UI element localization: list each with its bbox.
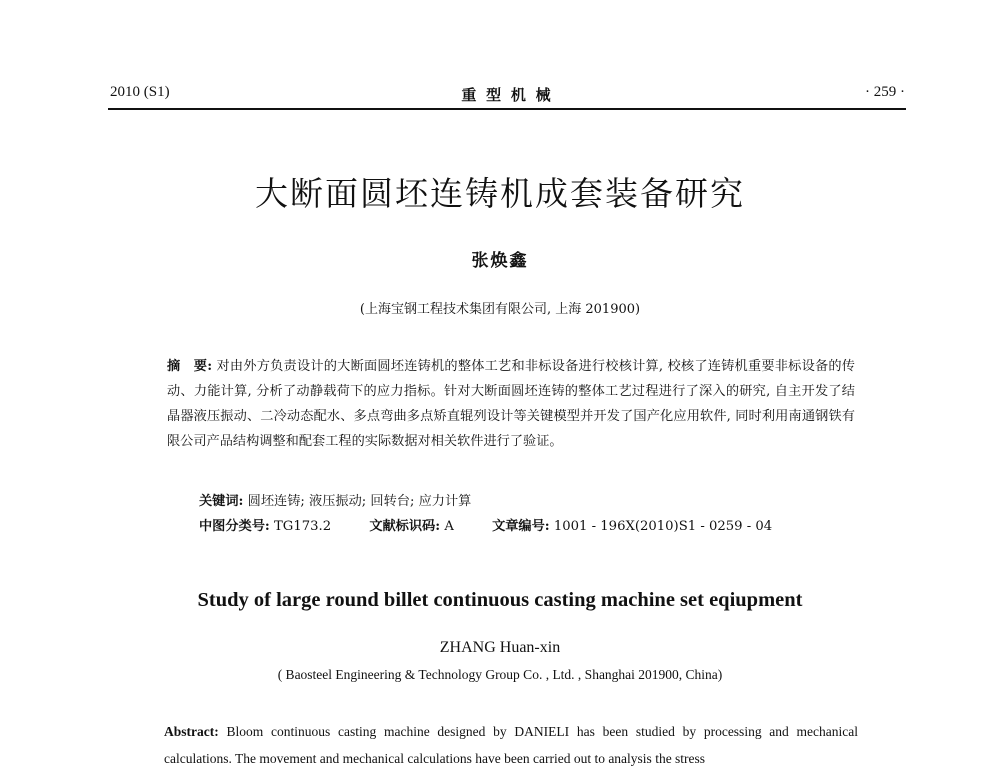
keywords-zh-text: 圆坯连铸; 液压振动; 回转台; 应力计算 bbox=[247, 494, 472, 509]
paper-title-zh: 大断面圆坯连铸机成套装备研究 bbox=[255, 174, 745, 213]
classification-line bbox=[199, 515, 772, 534]
abstract-zh bbox=[167, 354, 855, 454]
journal-name: 重 型 机 械 bbox=[461, 88, 554, 104]
affiliation-en: ( Baosteel Engineering & Technology Group Co. , Ltd. , Shanghai 201900, China) bbox=[277, 667, 723, 682]
clc-code: 中图分类号: TG173.2 bbox=[199, 519, 332, 534]
affiliation-zh: (上海宝钢工程技术集团有限公司, 上海 201900) bbox=[359, 302, 641, 317]
keywords-zh bbox=[199, 490, 471, 509]
article-number: 文章编号: 1001 - 196X(2010)S1 - 0259 - 04 bbox=[492, 519, 773, 534]
document-code: 文献标识码: A bbox=[369, 519, 454, 534]
abstract-zh-label: 摘 要: bbox=[167, 359, 213, 374]
keywords-zh-label: 关键词: bbox=[199, 494, 244, 509]
header-divider bbox=[108, 108, 906, 110]
author-zh: 张焕鑫 bbox=[471, 251, 529, 271]
journal-year-issue: 2010 (S1) bbox=[110, 84, 170, 100]
abstract-en-label: Abstract: bbox=[164, 724, 219, 739]
page-number: · 259 · bbox=[865, 84, 905, 100]
abstract-en bbox=[164, 718, 858, 772]
abstract-en-text: Bloom continuous casting machine designed by DANIELI has been studied by processing and mechanical calculations. The movement and mechanical calculations have been carried out to analysis the stress bbox=[164, 724, 859, 766]
running-header bbox=[110, 84, 905, 106]
abstract-zh-text: 对由外方负责设计的大断面圆坯连铸机的整体工艺和非标设备进行校核计算, 校核了连铸机重要非标设备的传动、力能计算, 分析了动静载荷下的应力指标。针对大断面圆坯连铸的整体工艺过程进行了深入的研究, 自主开发了结晶器液压振动、二冷动态配水、多点弯曲多点矫直辊列设计等关键模型并开发了国产化应用软件, 同时利用南通钢铁有限公司产品结构调整和配套工程的实际数据对相关软件进行了验证。 bbox=[167, 359, 855, 449]
author-en: ZHANG Huan-xin bbox=[439, 639, 561, 656]
paper-title-en: Study of large round billet continuous casting machine set eqiupment bbox=[197, 589, 803, 611]
